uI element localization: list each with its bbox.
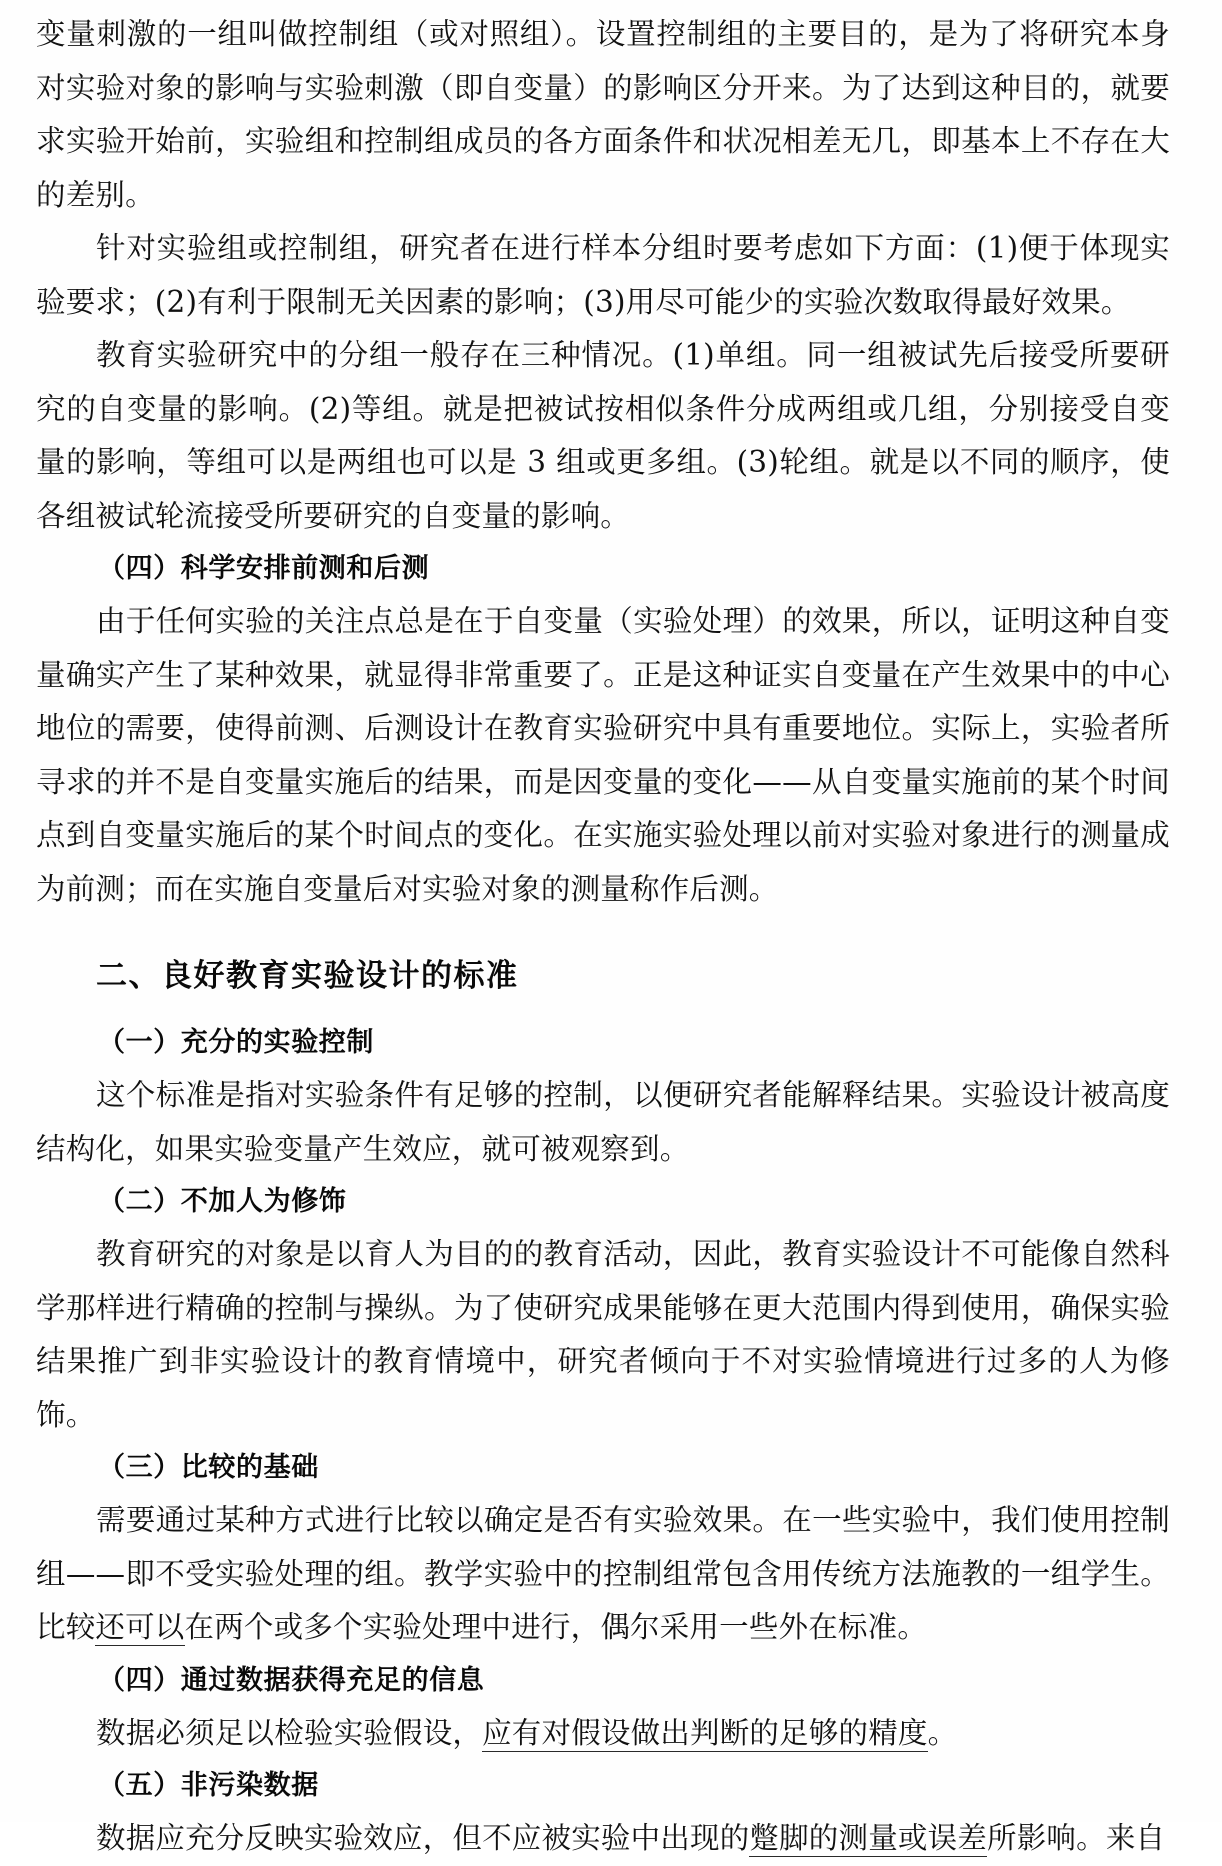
heading-subsection-five-uncontaminated-data: （五）非污染数据 [98, 1770, 319, 1801]
underlined-phrase: 还可以 [95, 1610, 185, 1644]
paragraph-basis-of-comparison-body [36, 1494, 1170, 1655]
paragraph-text-before: 数据应充分反映实验效应，但不应被实验中出现的 [96, 1821, 750, 1855]
heading-main-section-two: 二、良好教育实验设计的标准 [96, 958, 519, 994]
underlined-phrase: 蹩脚的测量或误差 [749, 1821, 988, 1855]
heading-subsection-two-no-artificial-modification: （二）不加人为修饰 [98, 1186, 347, 1217]
paragraph-adequate-information-body [36, 1707, 1170, 1761]
heading-subsection-four-adequate-information: （四）通过数据获得充足的信息 [98, 1664, 485, 1696]
heading-subsection-three-basis-of-comparison: （三）比较的基础 [98, 1452, 319, 1483]
paragraph-sample-grouping: 针对实验组或控制组，研究者在进行样本分组时要考虑如下方面：(1)便于体现实验要求；(2)有利于限制无关因素的影响；(3)用尽可能少的实验次数取得最好效果。 [36, 231, 1170, 319]
heading-subsection-one-sufficient-control: （一）充分的实验控制 [98, 1027, 374, 1058]
paragraph-uncontaminated-data-body [36, 1812, 1170, 1866]
paragraph-continued-control-group: 变量刺激的一组叫做控制组（或对照组）。设置控制组的主要目的，是为了将研究本身对实验对象的影响与实验刺激（即自变量）的影响区分开来。为了达到这种目的，就要求实验开始前，实验组和控制组成员的各方面条件和状况相差无几，即基本上不存在大的差别。 [36, 17, 1170, 212]
paragraph-text-before: 需要通过某种方式进行比较以确定是否有实验效果。在一些实验中，我们使用控制组——即不受实验处理的组。教学实验中的控制组常包含用传统方法施教的一组学生。比较 [36, 1503, 1170, 1644]
paragraph-text-after: 所影响。来自 [987, 1821, 1166, 1855]
underlined-phrase: 应有对假设做出判断的足够的精度 [482, 1715, 928, 1750]
paragraph-sufficient-control-body: 这个标准是指对实验条件有足够的控制，以便研究者能解释结果。实验设计被高度结构化，如果实验变量产生效应，就可被观察到。 [36, 1078, 1170, 1166]
paragraph-three-grouping-cases: 教育实验研究中的分组一般存在三种情况。(1)单组。同一组被试先后接受所要研究的自变量的影响。(2)等组。就是把被试按相似条件分成两组或几组，分别接受自变量的影响，等组可以是两组也可以是 3 组或更多组。(3)轮组。就是以不同的顺序，使各组被试轮流接受所要研究的自变量的影响。 [36, 338, 1170, 533]
paragraph-no-artificial-modification-body: 教育研究的对象是以育人为目的的教育活动，因此，教育实验设计不可能像自然科学那样进行精确的控制与操纵。为了使研究成果能够在更大范围内得到使用，确保实验结果推广到非实验设计的教育情境中，研究者倾向于不对实验情境进行过多的人为修饰。 [36, 1237, 1170, 1432]
heading-section-four-pretest-posttest: （四）科学安排前测和后测 [98, 553, 430, 584]
paragraph-text-after: 。 [927, 1715, 958, 1750]
paragraph-text-after: 在两个或多个实验处理中进行，偶尔采用一些外在标准。 [184, 1610, 928, 1644]
paragraph-pretest-posttest-explanation: 由于任何实验的关注点总是在于自变量（实验处理）的效果，所以，证明这种自变量确实产生了某种效果，就显得非常重要了。正是这种证实自变量在产生效果中的中心地位的需要，使得前测、后测设计在教育实验研究中具有重要地位。实际上，实验者所寻求的并不是自变量实施后的结果，而是因变量的变化——从自变量实施前的某个时间点到自变量实施后的某个时间点的变化。在实施实验处理以前对实验对象进行的测量成为前测；而在实施自变量后对实验对象的测量称作后测。 [36, 604, 1170, 906]
paragraph-text-before: 数据必须足以检验实验假设， [96, 1715, 483, 1750]
